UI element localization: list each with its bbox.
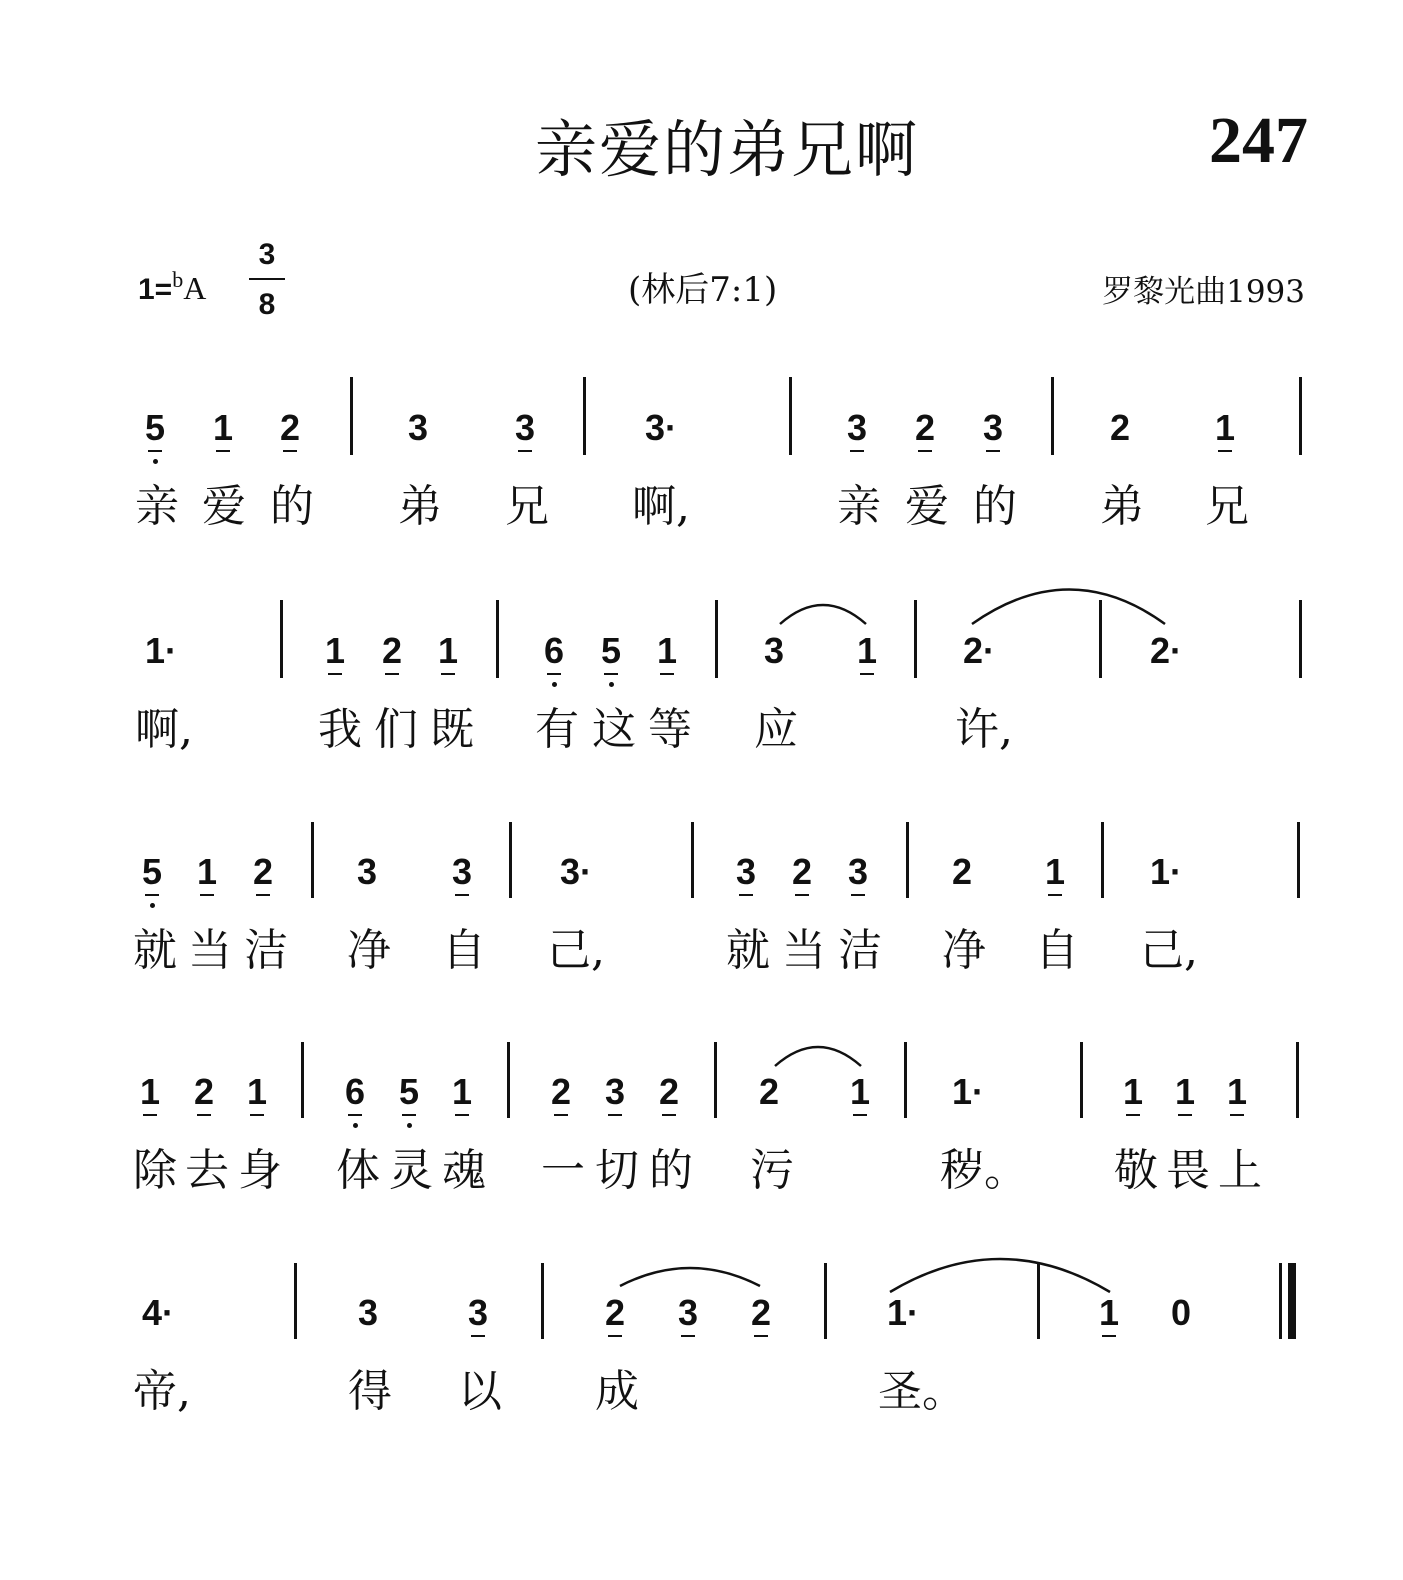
- note: 1·: [887, 1292, 920, 1333]
- note: 1: [1040, 852, 1070, 892]
- lyric: 自: [442, 925, 486, 976]
- lyric: 污: [750, 1145, 794, 1196]
- lyric: 以: [458, 1366, 502, 1417]
- note: 3: [356, 851, 378, 892]
- note: 2: [951, 851, 973, 892]
- lyric: 净: [942, 925, 986, 976]
- tie-arc: [780, 605, 866, 624]
- lyric: 弟: [1100, 481, 1144, 532]
- note: 2·: [963, 630, 996, 671]
- note: 3: [463, 1293, 493, 1333]
- note: 3: [447, 852, 477, 892]
- key-note: A: [183, 270, 207, 306]
- time-denominator: 8: [258, 288, 276, 321]
- lyric: 就: [133, 925, 177, 976]
- hymn-title: 亲爱的弟兄啊: [535, 113, 920, 186]
- note: 2: [787, 852, 817, 892]
- note: 2: [600, 1293, 630, 1333]
- lyric: 自: [1035, 925, 1079, 976]
- composer-credit: 罗黎光曲1993: [1102, 274, 1305, 310]
- lyric: 净: [347, 925, 391, 976]
- lyric: 洁: [244, 925, 288, 976]
- slur-arc: [620, 1268, 760, 1286]
- lyric: 许,: [955, 704, 1013, 755]
- tie-arc: [890, 1259, 1110, 1292]
- note: 2: [377, 631, 407, 671]
- note: 1: [852, 631, 882, 671]
- note: 3: [407, 407, 429, 448]
- note: 2: [654, 1072, 684, 1112]
- tie-arc: [972, 590, 1165, 625]
- note: 1·: [1150, 851, 1183, 892]
- note: 1: [1094, 1293, 1124, 1333]
- note: 3: [763, 630, 785, 671]
- note: 1: [845, 1072, 875, 1112]
- lyric: 这: [592, 704, 636, 755]
- lyric: 的: [973, 481, 1017, 532]
- note: 3: [510, 408, 540, 448]
- lyric: 除: [133, 1145, 177, 1196]
- lyric: 去: [185, 1145, 229, 1196]
- lyric: 体: [336, 1145, 380, 1196]
- note: 3: [978, 408, 1008, 448]
- note: 3·: [645, 407, 678, 448]
- lyric: 上: [1218, 1145, 1262, 1196]
- lyric: 的: [270, 481, 314, 532]
- note: 6: [539, 631, 569, 671]
- lyric: 洁: [838, 925, 882, 976]
- note: 2: [248, 852, 278, 892]
- note: 2: [189, 1072, 219, 1112]
- note: 3: [842, 408, 872, 448]
- lyric: 啊,: [632, 481, 690, 532]
- note: 2: [546, 1072, 576, 1112]
- lyric: 我: [318, 704, 362, 755]
- note: 1: [192, 852, 222, 892]
- note: 5: [140, 408, 170, 448]
- tie-arc: [775, 1047, 861, 1066]
- note: 1: [447, 1072, 477, 1112]
- lyric: 己,: [1140, 925, 1198, 976]
- note: 3: [600, 1072, 630, 1112]
- lyric: 成: [595, 1366, 639, 1417]
- lyric: 应: [754, 704, 798, 755]
- note: 2: [275, 408, 305, 448]
- lyric: 亲: [135, 481, 179, 532]
- note: 3: [843, 852, 873, 892]
- lyric: 就: [726, 925, 770, 976]
- note: 3: [673, 1293, 703, 1333]
- note: 1: [1222, 1072, 1252, 1112]
- lyric: 己,: [547, 925, 605, 976]
- lyric: 魂: [442, 1145, 486, 1196]
- note: 3·: [560, 851, 593, 892]
- note: 2: [758, 1071, 780, 1112]
- lyric: 当: [782, 925, 826, 976]
- lyric: 兄: [505, 481, 549, 532]
- note: 1: [135, 1072, 165, 1112]
- lyric: 一: [541, 1145, 585, 1196]
- note: 2: [1109, 407, 1131, 448]
- lyric: 圣。: [878, 1366, 966, 1417]
- note: 2: [910, 408, 940, 448]
- lyric: 的: [649, 1145, 693, 1196]
- lyric: 帝,: [133, 1366, 191, 1417]
- note: 0: [1170, 1292, 1192, 1333]
- lyric: 得: [348, 1366, 392, 1417]
- lyric: 当: [188, 925, 232, 976]
- note: 2·: [1150, 630, 1183, 671]
- lyric: 啊,: [135, 704, 193, 755]
- lyric: 敬: [1114, 1145, 1158, 1196]
- note: 1: [320, 631, 350, 671]
- lyric: 们: [374, 704, 418, 755]
- lyric: 畏: [1166, 1145, 1210, 1196]
- lyric: 弟: [398, 481, 442, 532]
- note: 3: [731, 852, 761, 892]
- lyric: 有: [535, 704, 579, 755]
- note: 1: [1170, 1072, 1200, 1112]
- note: 1: [1118, 1072, 1148, 1112]
- lyric: 爱: [202, 481, 246, 532]
- note: 1: [433, 631, 463, 671]
- lyric: 秽。: [940, 1145, 1028, 1196]
- note: 1: [652, 631, 682, 671]
- note: 5: [596, 631, 626, 671]
- lyric: 等: [648, 704, 692, 755]
- lyric: 爱: [905, 481, 949, 532]
- lyric: 灵: [389, 1145, 433, 1196]
- note: 1: [208, 408, 238, 448]
- note: 5: [137, 852, 167, 892]
- note: 1·: [952, 1071, 985, 1112]
- lyric: 切: [595, 1145, 639, 1196]
- note: 6: [340, 1072, 370, 1112]
- key-prefix: 1=: [138, 273, 173, 306]
- note: 5: [394, 1072, 424, 1112]
- note: 4·: [142, 1292, 175, 1333]
- note: 3: [357, 1292, 379, 1333]
- time-numerator: 3: [258, 238, 276, 271]
- hymn-number: 247: [1209, 104, 1308, 177]
- scripture-reference: (林后7:1): [628, 270, 778, 310]
- flat-sign: b: [172, 267, 184, 292]
- lyric: 身: [238, 1145, 282, 1196]
- note: 1: [242, 1072, 272, 1112]
- lyric: 亲: [837, 481, 881, 532]
- note: 2: [746, 1293, 776, 1333]
- lyric: 兄: [1205, 481, 1249, 532]
- note: 1·: [145, 630, 178, 671]
- lyric: 既: [430, 704, 474, 755]
- note: 1: [1210, 408, 1240, 448]
